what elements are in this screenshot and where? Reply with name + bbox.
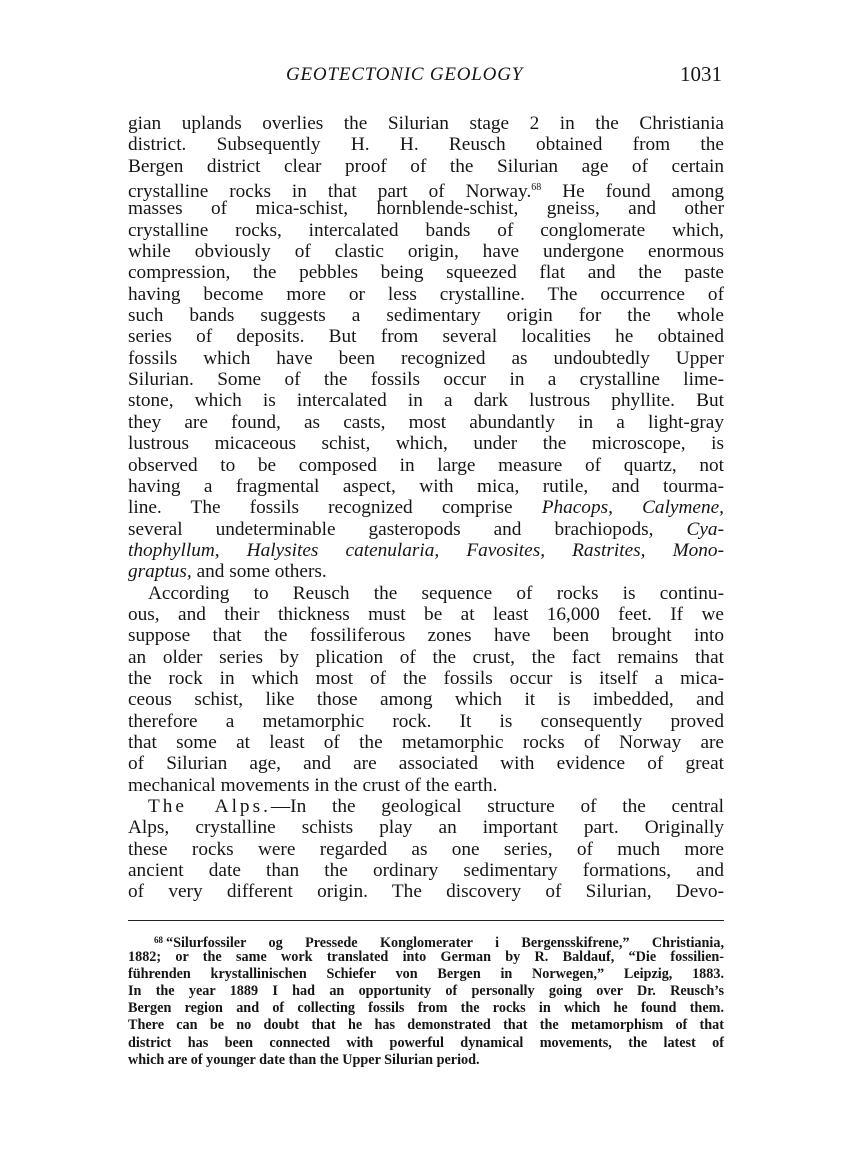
- text-line: mechanical movements in the crust of the earth.: [128, 774, 498, 796]
- text-line: Silurian. Some of the fossils occur in a crystalline lime-: [128, 369, 724, 391]
- main-text: [128, 113, 724, 903]
- footnote-line: There can be no doubt that he has demonstrated that the metamorphism of that: [128, 1017, 724, 1034]
- text-line: suppose that the fossiliferous zones have been brought into: [128, 625, 724, 647]
- text-line: ancient date than the ordinary sedimentary formations, and: [128, 860, 724, 882]
- italic-fossil-names: graptus,: [128, 561, 192, 583]
- section-heading-alps: The Alps.: [148, 796, 271, 817]
- text-fragment: and some others.: [196, 561, 327, 583]
- footnote-line: which are of younger date than the Upper Silurian period.: [128, 1051, 480, 1068]
- footnote-line: Bergen region and of collecting fossils from the rocks in which he found them.: [128, 1000, 724, 1017]
- running-head: GEOTECTONIC GEOLOGY: [286, 64, 524, 85]
- text-line: lustrous micaceous schist, which, under the microscope, is: [128, 433, 724, 455]
- footnote-reference: 68: [531, 182, 542, 194]
- text-line: ous, and their thickness must be at least 16,000 feet. If we: [128, 603, 724, 625]
- text-line: having become more or less crystalline. The occurrence of: [128, 283, 724, 305]
- text-line: [128, 497, 724, 518]
- footnote-line: In the year 1889 I had an opportunity of personally going over Dr. Reusch’s: [128, 983, 724, 1000]
- footnote-line: district has been connected with powerful dynamical movements, the latest of: [128, 1034, 724, 1051]
- text-line: the rock in which most of the fossils occur is itself a mica-: [128, 667, 724, 689]
- page-number: 1031: [680, 62, 722, 86]
- text-line: while obviously of clastic origin, have undergone enormous: [128, 241, 724, 263]
- text-fragment: crystalline rocks in that part of Norway.: [128, 181, 532, 203]
- text-line: Bergen district clear proof of the Silurian age of certain: [128, 155, 724, 177]
- text-line: masses of mica-schist, hornblende-schist, gneiss, and other: [128, 198, 724, 220]
- italic-fossil-names: Cya-: [686, 518, 724, 540]
- text-line: [128, 519, 724, 540]
- text-line: crystalline rocks, intercalated bands of conglomerate which,: [128, 219, 724, 241]
- text-line: gian uplands overlies the Silurian stage 2 in the Christiania: [128, 113, 724, 134]
- text-line: observed to be composed in large measure of quartz, not: [128, 454, 724, 476]
- text-line: of Silurian age, and are associated with evidence of great: [128, 753, 724, 775]
- text-fragment: He found among: [541, 181, 724, 203]
- text-line: thophyllum, Halysites catenularia, Favosites, Rastrites, Mono-: [128, 539, 724, 561]
- text-line: such bands suggests a sedimentary origin for the whole: [128, 305, 724, 327]
- text-line: [128, 177, 724, 203]
- text-line: they are found, as casts, most abundantly in a light-gray: [128, 411, 724, 433]
- footnote-line: führenden krystallinischen Schiefer von Bergen in Norwegen,” Leipzig, 1883.: [128, 966, 724, 983]
- footnote-divider: [128, 920, 724, 921]
- page-header: [128, 62, 724, 94]
- text-line: of very different origin. The discovery of Silurian, Devo-: [128, 881, 724, 903]
- text-line: According to Reusch the sequence of rocks is continu-: [148, 582, 724, 604]
- text-line: having a fragmental aspect, with mica, rutile, and tourma-: [128, 475, 724, 497]
- footnote-number: 68: [154, 935, 163, 945]
- text-line: series of deposits. But from several localities he obtained: [128, 326, 724, 348]
- text-line: therefore a metamorphic rock. It is consequently proved: [128, 710, 724, 732]
- text-line: that some at least of the metamorphic rocks of Norway are: [128, 731, 724, 753]
- footnote-line: 1882; or the same work translated into German by R. Baldauf, “Die fossilien-: [128, 949, 724, 966]
- text-line: fossils which have been recognized as undoubtedly Upper: [128, 347, 724, 369]
- text-line: compression, the pebbles being squeezed flat and the paste: [128, 262, 724, 284]
- text-line: district. Subsequently H. H. Reusch obtained from the: [128, 134, 724, 156]
- text-line: stone, which is intercalated in a dark lustrous phyllite. But: [128, 390, 724, 412]
- text-line: [128, 796, 724, 817]
- text-line: an older series by plication of the crust, the fact remains that: [128, 646, 724, 668]
- italic-fossil-names: Phacops, Calymene,: [541, 497, 724, 519]
- text-line: Alps, crystalline schists play an important part. Originally: [128, 817, 724, 839]
- footnote-line: [128, 932, 724, 949]
- footnote-block: [128, 932, 724, 1069]
- text-line: [128, 561, 724, 582]
- text-fragment: line. The fossils recognized comprise: [128, 497, 513, 519]
- text-line: these rocks were regarded as one series, of much more: [128, 838, 724, 860]
- text-fragment: —In the geological structure of the central: [270, 796, 724, 817]
- text-fragment: “Silurfossiler og Pressede Konglomerater i Bergensskifrene,” Christiania,: [166, 935, 724, 951]
- text-line: ceous schist, like those among which it is imbedded, and: [128, 689, 724, 711]
- text-fragment: several undeterminable gasteropods and brachiopods,: [128, 518, 654, 540]
